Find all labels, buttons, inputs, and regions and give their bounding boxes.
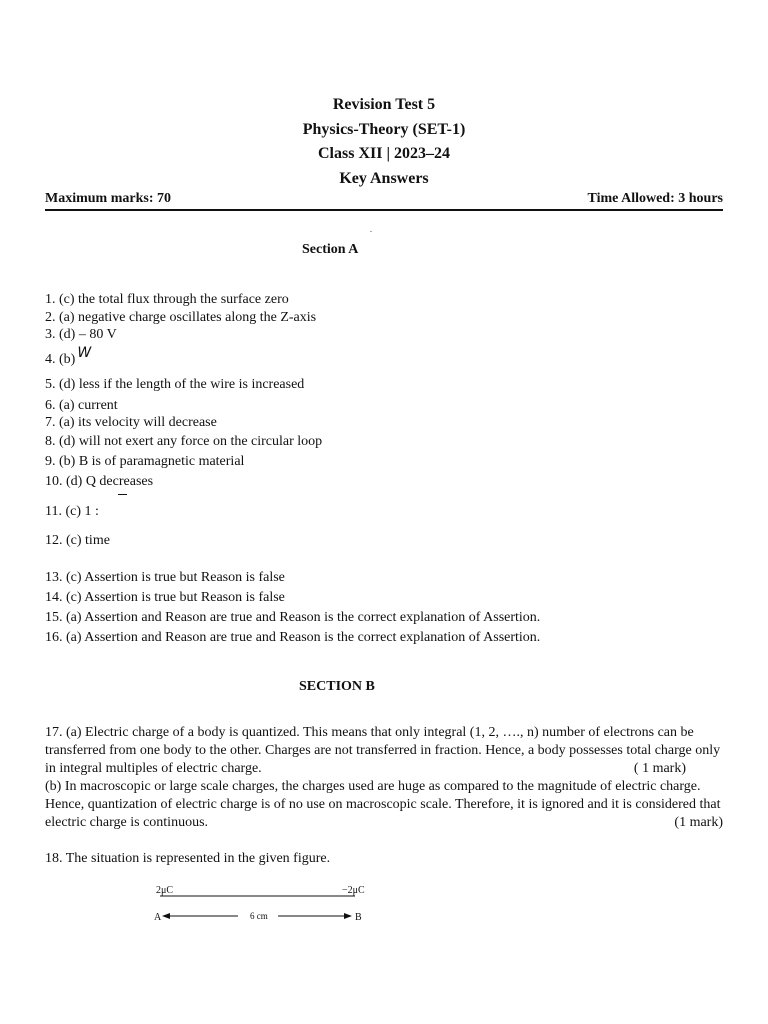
answer-14: 14. (c) Assertion is true but Reason is false — [45, 590, 285, 605]
answer-13: 13. (c) Assertion is true but Reason is false — [45, 570, 285, 585]
answer-1: 1. (c) the total flux through the surface zero — [45, 292, 289, 307]
charges-figure — [150, 880, 380, 930]
answer-17b — [45, 778, 723, 832]
answer-18: 18. The situation is represented in the given figure. — [45, 851, 331, 866]
class-line: Class XII | 2023–24 — [318, 145, 450, 162]
answer-17a-marks: ( 1 mark) — [633, 761, 686, 776]
answer-2: 2. (a) negative charge oscillates along the Z-axis — [45, 310, 317, 325]
section-a-heading: Section A — [302, 242, 359, 257]
answer-8: 8. (d) will not exert any force on the circular loop — [45, 434, 323, 449]
answer-15: 15. (a) Assertion and Reason are true and Reason is the correct explanation of Assertion. — [45, 610, 541, 625]
max-marks: Maximum marks: 70 — [45, 191, 171, 206]
doc-type-line: Key Answers — [339, 170, 429, 187]
answer-16: 16. (a) Assertion and Reason are true and Reason is the correct explanation of Assertion. — [45, 630, 541, 645]
stray-dot: . — [370, 225, 372, 234]
answer-12: 12. (c) time — [45, 533, 110, 548]
answer-17a-text: 17. (a) Electric charge of a body is quantized. This means that only integral (1, 2, …., n) number of electrons can be transferred from one body to the other. Charges are not transferred in fraction. Hence, a body possesses total charge only in integral multiples of electric charge. — [45, 725, 721, 776]
answer-3: 3. (d) – 80 V — [45, 327, 117, 342]
arrow-right-icon — [344, 913, 352, 919]
charge-b-label: −2μC — [342, 885, 365, 896]
answer-11: 11. (c) 1 : — [45, 504, 99, 519]
answer-17b-text: (b) In macroscopic or large scale charges, the charges used are huge as compared to the magnitude of electric charge. Hence, quantization of electric charge is of no use on macroscopic scale. Therefore, it is ignored and it is considered that electric charge is continuous. — [45, 779, 721, 830]
answer-4-symbol: W — [77, 345, 92, 361]
answer-4-label: 4. (b) — [45, 352, 76, 367]
answer-10: 10. (d) Q decreases — [45, 474, 154, 489]
answer-4 — [45, 345, 92, 369]
charge-a-label: 2μC — [156, 885, 174, 896]
overbar-mark — [118, 494, 127, 495]
document-title: Revision Test 5 — [332, 96, 436, 113]
answer-9: 9. (b) B is of paramagnetic material — [45, 454, 245, 469]
arrow-left-icon — [162, 913, 170, 919]
answer-5: 5. (d) less if the length of the wire is increased — [45, 377, 305, 392]
distance-label: 6 cm — [250, 911, 268, 921]
section-b-heading: SECTION B — [299, 679, 375, 694]
point-b-label: B — [355, 912, 362, 923]
subject-line: Physics-Theory (SET-1) — [302, 121, 466, 138]
answer-6: 6. (a) current — [45, 398, 118, 413]
answer-17b-marks: (1 mark) — [674, 815, 723, 830]
time-allowed: Time Allowed: 3 hours — [587, 191, 723, 206]
header-rule — [45, 209, 723, 211]
answer-7: 7. (a) its velocity will decrease — [45, 415, 217, 430]
answer-17a — [45, 724, 723, 778]
point-a-label: A — [154, 912, 162, 923]
